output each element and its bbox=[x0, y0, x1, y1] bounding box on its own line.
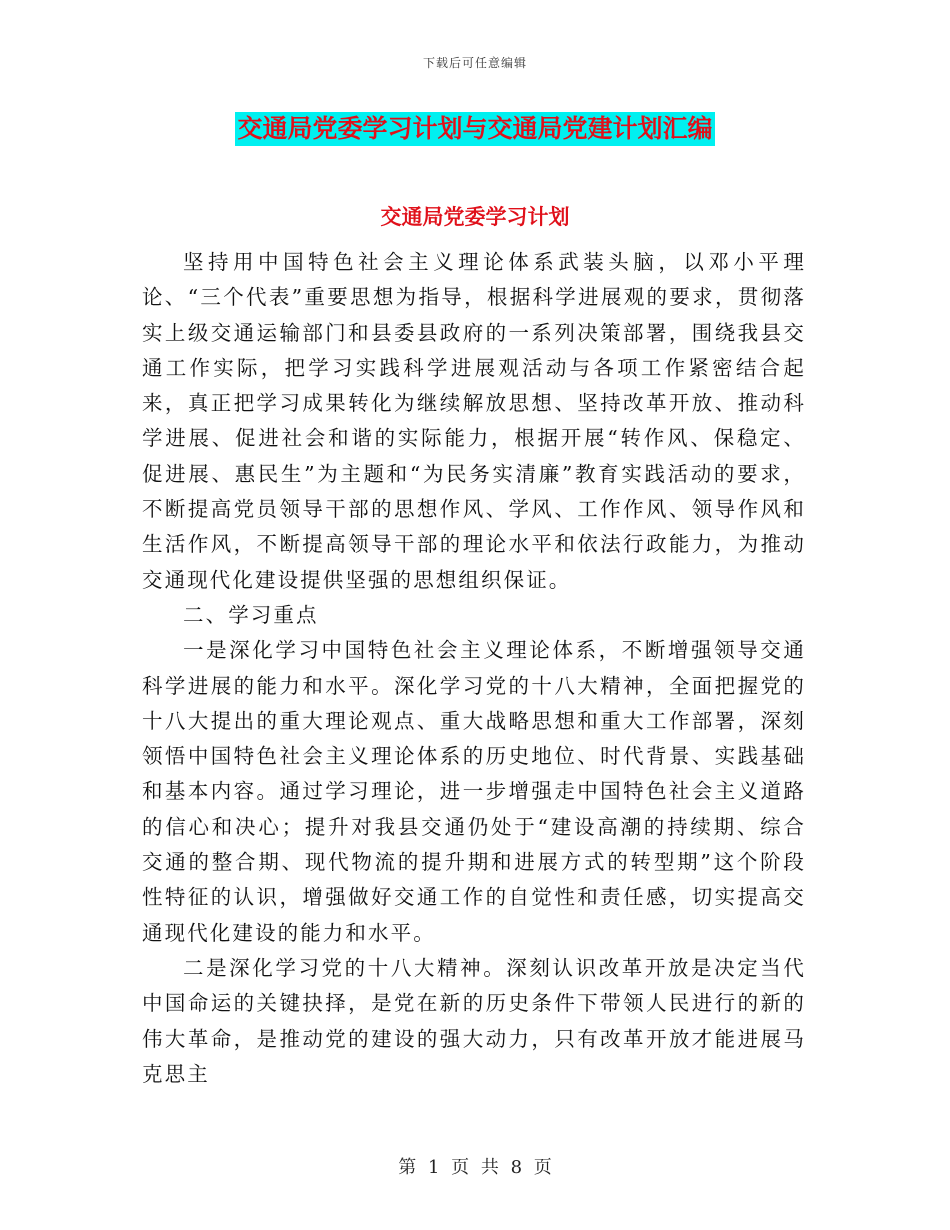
document-title: 交通局党委学习计划与交通局党建计划汇编 bbox=[235, 112, 714, 146]
header-note: 下载后可任意编辑 bbox=[422, 56, 527, 70]
paragraph-point-two: 二是深化学习党的十八大精神。深刻认识改革开放是决定当代中国命运的关键抉择，是党在新的历史条件下带领人民进行的新的伟大革命，是推动党的建设的强大动力，只有改革开放才能进展马克思主 bbox=[142, 955, 806, 1086]
document-body bbox=[142, 245, 806, 1092]
document-title-container bbox=[0, 112, 950, 146]
paragraph-intro: 坚持用中国特色社会主义理论体系武装头脑，以邓小平理论、“三个代表”重要思想为指导，根据科学进展观的要求，贯彻落实上级交通运输部门和县委县政府的一系列决策部署，围绕我县交通工作实际，把学习实践科学进展观活动与各项工作紧密结合起来，真正把学习成果转化为继续解放思想、坚持改革开放、推动科学进展、促进社会和谐的实际能力，根据开展“转作风、保稳定、促进展、惠民生”为主题和“为民务实清廉”教育实践活动的要求，不断提高党员领导干部的思想作风、学风、工作作风、领导作风和生活作风，不断提高领导干部的理论水平和依法行政能力，为推动交通现代化建设提供坚强的思想组织保证。 bbox=[142, 250, 806, 592]
section-title: 交通局党委学习计划 bbox=[380, 205, 570, 229]
page-footer: 第 1 页 共 8 页 bbox=[398, 1157, 552, 1178]
paragraph-point-one: 一是深化学习中国特色社会主义理论体系，不断增强领导交通科学进展的能力和水平。深化学习党的十八大精神，全面把握党的十八大提出的重大理论观点、重大战略思想和重大工作部署，深刻领悟中国特色社会主义理论体系的历史地位、时代背景、实践基础和基本内容。通过学习理论，进一步增强走中国特色社会主义道路的信心和决心；提升对我县交通仍处于“建设高潮的持续期、综合交通的整合期、现代物流的提升期和进展方式的转型期”这个阶段性特征的认识，增强做好交通工作的自觉性和责任感，切实提高交通现代化建设的能力和水平。 bbox=[142, 638, 806, 945]
paragraph-heading-study-focus: 二、学习重点 bbox=[183, 602, 319, 627]
